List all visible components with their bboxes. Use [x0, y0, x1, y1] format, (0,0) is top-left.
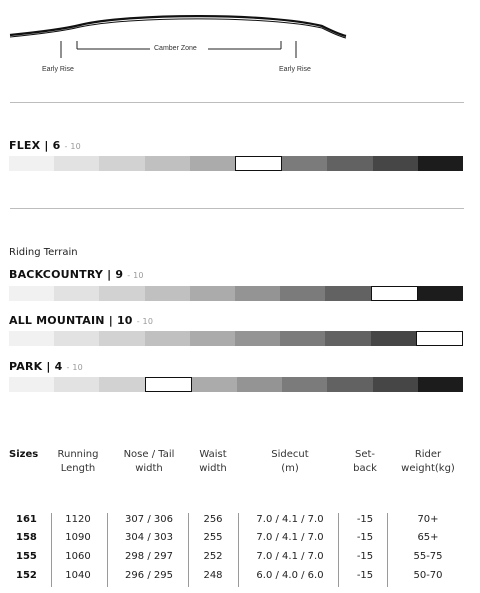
- rating-segment: [325, 331, 370, 346]
- all-mountain-title: [9, 314, 153, 327]
- header-setback: Set- back: [353, 449, 377, 474]
- backcountry-rating-bar: [9, 286, 463, 301]
- row-setback: -15: [356, 514, 374, 525]
- rating-segment: [54, 286, 99, 301]
- row-nose-tail-width: 304 / 303: [125, 532, 173, 543]
- rating-segment: [192, 377, 237, 392]
- camber-zone-label: Camber Zone: [154, 45, 197, 52]
- row-sidecut: 6.0 / 4.0 / 6.0: [256, 570, 324, 581]
- row-size: 158: [16, 532, 37, 543]
- column-divider: [387, 513, 388, 587]
- rating-segment: [145, 331, 190, 346]
- all-mountain-label: ALL MOUNTAIN: [9, 314, 105, 327]
- flex-separator: |: [44, 139, 49, 152]
- all-mountain-scale: - 10: [136, 317, 154, 326]
- all-mountain-rating: 10: [116, 314, 133, 327]
- column-divider: [238, 513, 239, 587]
- header-rider-weight: Rider weight(kg): [401, 449, 455, 474]
- rating-segment: [9, 331, 54, 346]
- rating-segment: [373, 377, 418, 392]
- rating-segment: [235, 286, 280, 301]
- rating-segment: [282, 156, 327, 171]
- rating-segment: [99, 377, 144, 392]
- backcountry-scale: - 10: [127, 271, 144, 280]
- early-rise-right-label: Early Rise: [279, 66, 311, 73]
- row-setback: -15: [356, 532, 374, 543]
- backcountry-label: BACKCOUNTRY: [9, 268, 104, 281]
- row-waist-width: 252: [203, 551, 223, 562]
- rating-segment: [9, 156, 54, 171]
- row-size: 161: [16, 514, 37, 525]
- rating-segment: [282, 377, 327, 392]
- rating-segment: [190, 286, 235, 301]
- row-running-length: 1060: [65, 551, 91, 562]
- column-divider: [107, 513, 108, 587]
- flex-scale: - 10: [64, 142, 81, 151]
- rating-segment: [418, 377, 463, 392]
- rating-segment: [9, 377, 54, 392]
- row-setback: -15: [356, 551, 374, 562]
- flex-rating-bar: [9, 156, 463, 171]
- row-sidecut: 7.0 / 4.1 / 7.0: [256, 551, 324, 562]
- rating-marker: [235, 156, 282, 171]
- row-waist-width: 255: [203, 532, 223, 543]
- park-separator: |: [46, 360, 51, 373]
- row-sidecut: 7.0 / 4.1 / 7.0: [256, 514, 324, 525]
- rating-segment: [418, 156, 463, 171]
- header-nose-tail-width: Nose / Tail width: [123, 449, 175, 474]
- all-mountain-rating-bar: [9, 331, 463, 346]
- rating-segment: [371, 331, 416, 346]
- rating-marker: [371, 286, 418, 301]
- row-nose-tail-width: 298 / 297: [125, 551, 173, 562]
- park-rating: 4: [54, 360, 63, 373]
- rating-segment: [280, 286, 325, 301]
- column-divider: [338, 513, 339, 587]
- park-scale: - 10: [66, 363, 83, 372]
- rating-segment: [325, 286, 370, 301]
- flex-label: FLEX: [9, 139, 41, 152]
- rating-segment: [145, 156, 190, 171]
- row-rider-weight: 65+: [417, 532, 439, 543]
- header-waist-width: Waist width: [199, 449, 227, 474]
- row-waist-width: 256: [203, 514, 223, 525]
- row-size: 152: [16, 570, 37, 581]
- row-rider-weight: 55-75: [413, 551, 443, 562]
- row-nose-tail-width: 307 / 306: [125, 514, 173, 525]
- rating-marker: [145, 377, 192, 392]
- row-running-length: 1090: [65, 532, 91, 543]
- rating-segment: [327, 156, 372, 171]
- row-waist-width: 248: [203, 570, 223, 581]
- park-label: PARK: [9, 360, 43, 373]
- backcountry-rating: 9: [115, 268, 124, 281]
- row-setback: -15: [356, 570, 374, 581]
- rating-segment: [145, 286, 190, 301]
- header-sidecut: Sidecut (m): [271, 449, 309, 474]
- rating-segment: [99, 156, 144, 171]
- rating-segment: [418, 286, 463, 301]
- divider-top: [10, 102, 464, 103]
- rating-segment: [99, 331, 144, 346]
- rating-segment: [280, 331, 325, 346]
- rating-segment: [327, 377, 372, 392]
- row-running-length: 1120: [65, 514, 91, 525]
- flex-title: [9, 139, 81, 152]
- rating-segment: [235, 331, 280, 346]
- divider-middle: [10, 208, 464, 209]
- row-size: 155: [16, 551, 37, 562]
- header-running-length: Running Length: [57, 449, 99, 474]
- flex-rating: 6: [52, 139, 61, 152]
- backcountry-title: [9, 268, 144, 281]
- riding-terrain-heading: Riding Terrain: [9, 247, 78, 258]
- row-rider-weight: 50-70: [413, 570, 443, 581]
- rating-marker: [416, 331, 463, 346]
- row-rider-weight: 70+: [417, 514, 439, 525]
- rating-segment: [237, 377, 282, 392]
- row-sidecut: 7.0 / 4.1 / 7.0: [256, 532, 324, 543]
- backcountry-separator: |: [107, 268, 112, 281]
- rating-segment: [54, 331, 99, 346]
- rating-segment: [99, 286, 144, 301]
- rating-segment: [54, 377, 99, 392]
- row-running-length: 1040: [65, 570, 91, 581]
- all-mountain-separator: |: [108, 314, 113, 327]
- rating-segment: [373, 156, 418, 171]
- rating-segment: [54, 156, 99, 171]
- row-nose-tail-width: 296 / 295: [125, 570, 173, 581]
- park-title: [9, 360, 83, 373]
- camber-profile-diagram: [0, 0, 480, 90]
- park-rating-bar: [9, 377, 463, 392]
- column-divider: [188, 513, 189, 587]
- early-rise-left-label: Early Rise: [42, 66, 74, 73]
- rating-segment: [9, 286, 54, 301]
- header-sizes: Sizes: [9, 449, 39, 460]
- rating-segment: [190, 156, 235, 171]
- rating-segment: [190, 331, 235, 346]
